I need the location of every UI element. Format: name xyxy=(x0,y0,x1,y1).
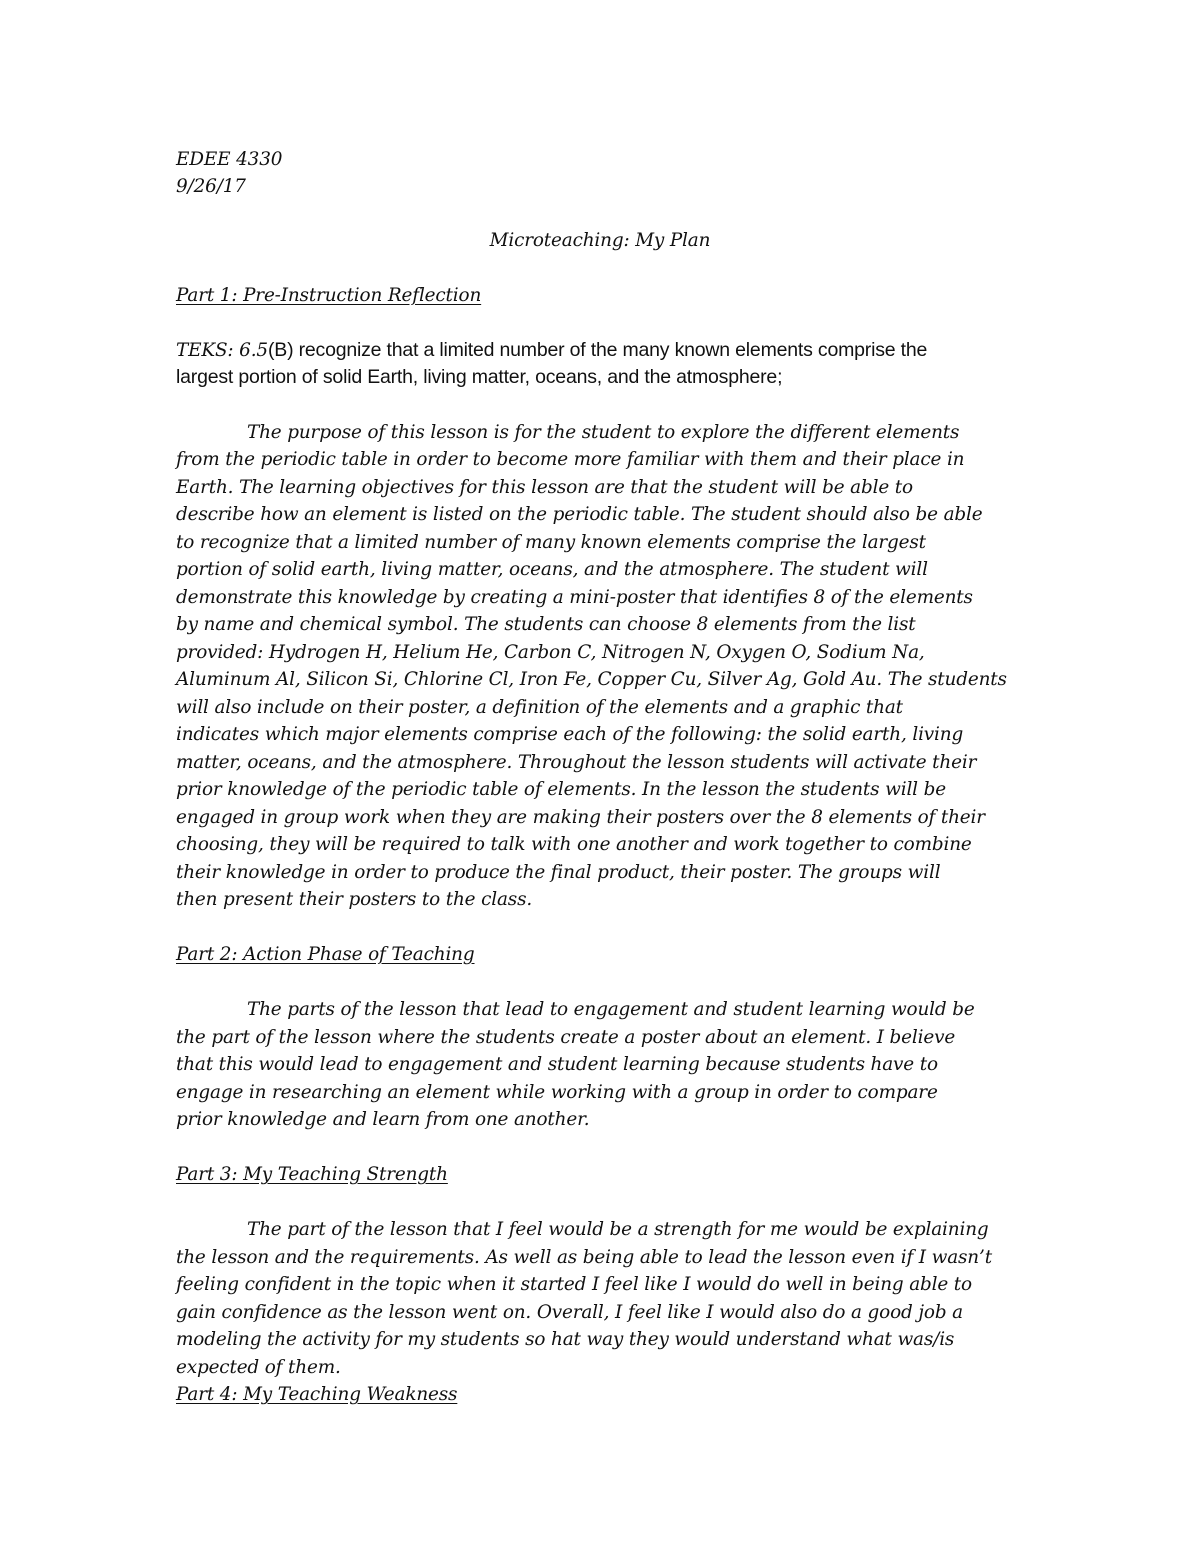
paragraph-line: their knowledge in order to produce the final product, their poster. The groups will xyxy=(176,862,941,883)
paragraph-line: feeling confident in the topic when it started I feel like I would do well in being able to xyxy=(176,1274,972,1295)
paragraph-line: the lesson and the requirements. As well as being able to lead the lesson even if I wasn’t xyxy=(176,1247,992,1268)
paragraph-line: demonstrate this knowledge by creating a mini-poster that identifies 8 of the elements xyxy=(176,587,973,608)
paragraph-line: provided: Hydrogen H, Helium He, Carbon C, Nitrogen N, Oxygen O, Sodium Na, xyxy=(176,642,925,663)
document-date: 9/26/17 xyxy=(176,176,246,197)
paragraph-line: The purpose of this lesson is for the student to explore the different elements xyxy=(247,422,960,443)
paragraph-line: that this would lead to engagement and student learning because students have to xyxy=(176,1054,938,1075)
paragraph-line: describe how an element is listed on the periodic table. The student should also be able xyxy=(176,504,983,525)
paragraph-line: The parts of the lesson that lead to engagement and student learning would be xyxy=(247,999,975,1020)
paragraph-line: indicates which major elements comprise each of the following: the solid earth, living xyxy=(176,724,964,745)
paragraph-line: then present their posters to the class. xyxy=(176,889,533,910)
part1-heading: Part 1: Pre-Instruction Reflection xyxy=(176,285,482,306)
paragraph-line: engaged in group work when they are making their posters over the 8 elements of their xyxy=(176,807,985,828)
paragraph-line: expected of them. xyxy=(176,1357,341,1378)
paragraph-line: will also include on their poster, a definition of the elements and a graphic that xyxy=(176,697,903,718)
paragraph-line: choosing, they will be required to talk with one another and work together to combine xyxy=(176,834,972,855)
paragraph-line: prior knowledge of the periodic table of elements. In the lesson the students will be xyxy=(176,779,946,800)
document-title: Microteaching: My Plan xyxy=(489,230,711,251)
paragraph-line: The part of the lesson that I feel would be a strength for me would be explaining xyxy=(247,1219,989,1240)
teks-line-1 xyxy=(176,337,927,364)
paragraph-line: Earth. The learning objectives for this lesson are that the student will be able to xyxy=(176,477,913,498)
part4-heading: Part 4: My Teaching Weakness xyxy=(176,1384,458,1405)
course-code: EDEE 4330 xyxy=(176,149,283,170)
paragraph-line: portion of solid earth, living matter, oceans, and the atmosphere. The student will xyxy=(176,559,928,580)
paragraph-line: engage in researching an element while working with a group in order to compare xyxy=(176,1082,938,1103)
paragraph-line: prior knowledge and learn from one another. xyxy=(176,1109,590,1130)
paragraph-line: by name and chemical symbol. The students can choose 8 elements from the list xyxy=(176,614,916,635)
paragraph-line: modeling the activity for my students so hat way they would understand what was/is xyxy=(176,1329,955,1350)
part3-heading: Part 3: My Teaching Strength xyxy=(176,1164,448,1185)
paragraph-line: gain confidence as the lesson went on. Overall, I feel like I would also do a good job a xyxy=(176,1302,963,1323)
part2-heading: Part 2: Action Phase of Teaching xyxy=(176,944,475,965)
teks-text-2: largest portion of solid Earth, living matter, oceans, and the atmosphere; xyxy=(176,366,783,388)
teks-label: TEKS: 6.5 xyxy=(176,340,268,361)
paragraph-line: to recognize that a limited number of many known elements comprise the largest xyxy=(176,532,926,553)
paragraph-line: the part of the lesson where the students create a poster about an element. I believe xyxy=(176,1027,956,1048)
paragraph-line: matter, oceans, and the atmosphere. Throughout the lesson students will activate their xyxy=(176,752,977,773)
paragraph-line: Aluminum Al, Silicon Si, Chlorine Cl, Iron Fe, Copper Cu, Silver Ag, Gold Au. The students xyxy=(176,669,1007,690)
paragraph-line: from the periodic table in order to become more familiar with them and their place in xyxy=(176,449,965,470)
teks-text-1: (B) recognize that a limited number of the many known elements comprise the xyxy=(267,339,928,361)
